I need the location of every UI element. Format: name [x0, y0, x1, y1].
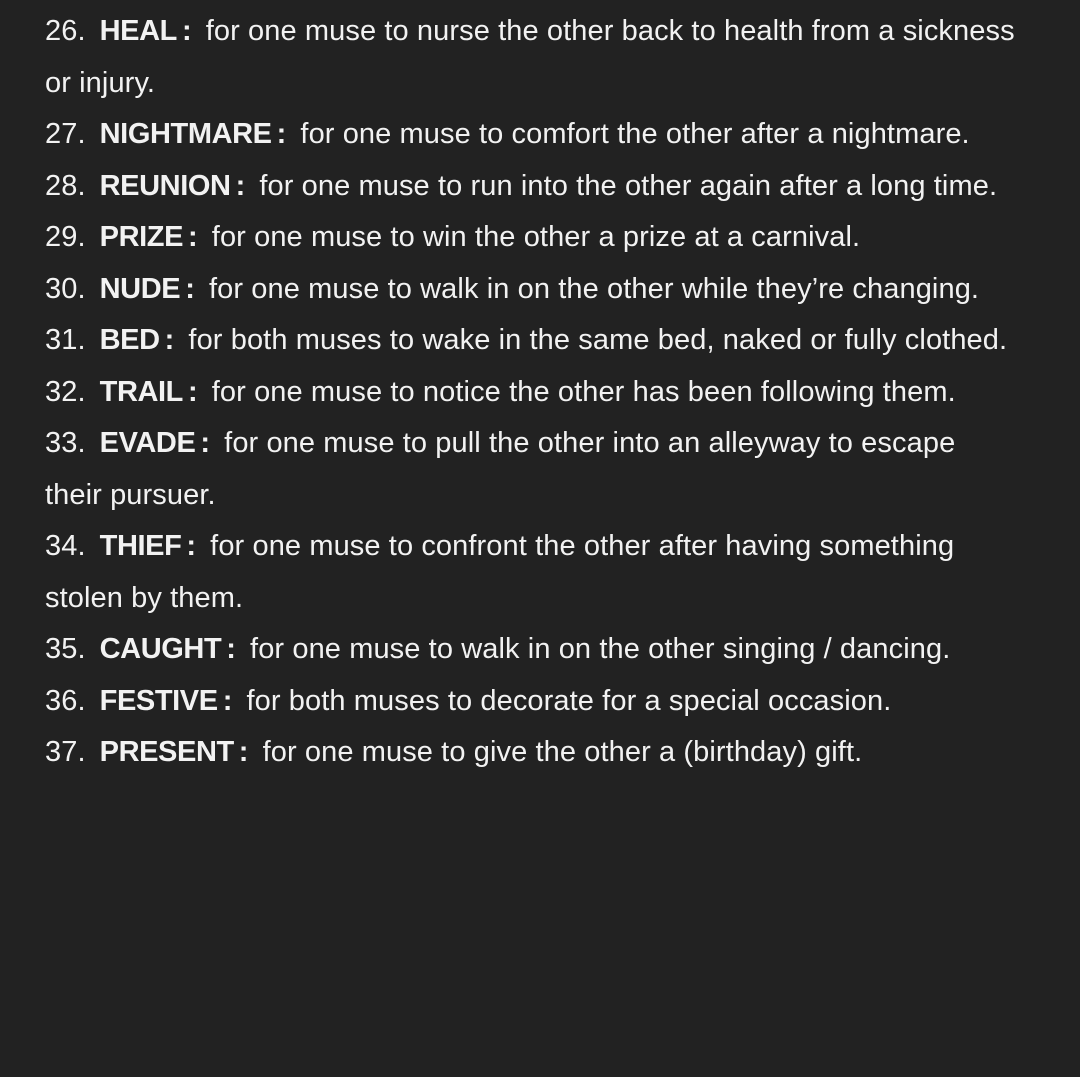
prompt-item: [45, 161, 1020, 213]
prompt-number: 37.: [45, 736, 86, 768]
prompt-separator: :: [164, 324, 175, 356]
prompt-separator: :: [238, 736, 249, 768]
prompt-separator: :: [185, 272, 195, 305]
prompt-keyword: NUDE: [99, 272, 181, 305]
prompt-item: [45, 676, 1020, 728]
prompt-keyword: FESTIVE: [99, 684, 218, 717]
prompt-number: 26.: [45, 15, 86, 47]
prompt-number: 32.: [45, 375, 86, 408]
prompt-description: for one muse to notice the other has been following them.: [211, 375, 956, 408]
prompt-keyword: EVADE: [99, 427, 196, 459]
prompt-item: [45, 315, 1020, 367]
prompt-separator: :: [200, 427, 211, 459]
prompt-keyword: TRAIL: [99, 375, 183, 408]
prompt-description: for one muse to walk in on the other singing / dancing.: [250, 633, 951, 665]
prompt-keyword: PRESENT: [99, 736, 234, 768]
prompt-description: for one muse to confront the other after having something stolen by them.: [45, 530, 955, 614]
prompt-description: for one muse to run into the other again after a long time.: [259, 169, 998, 202]
prompt-keyword: NIGHTMARE: [99, 118, 272, 150]
prompt-separator: :: [222, 684, 233, 717]
prompt-keyword: HEAL: [99, 15, 177, 47]
prompt-description: for both muses to wake in the same bed, naked or fully clothed.: [188, 324, 1008, 356]
prompt-number: 27.: [45, 118, 86, 150]
prompt-separator: :: [181, 15, 192, 47]
prompt-number: 36.: [45, 684, 86, 717]
prompt-separator: :: [186, 530, 197, 562]
prompt-item: [45, 521, 1020, 624]
prompt-separator: :: [188, 375, 198, 408]
prompt-number: 33.: [45, 427, 86, 459]
prompt-separator: :: [276, 118, 287, 150]
prompt-separator: :: [226, 633, 237, 665]
prompt-separator: :: [235, 169, 246, 202]
prompt-number: 30.: [45, 272, 86, 305]
prompt-item: [45, 624, 1020, 676]
prompt-keyword: BED: [99, 324, 160, 356]
prompt-number: 35.: [45, 633, 86, 665]
prompt-item: [45, 418, 1020, 521]
prompt-description: for one muse to walk in on the other while they’re changing.: [208, 272, 980, 305]
prompt-description: for both muses to decorate for a special occasion.: [246, 684, 892, 717]
prompt-number: 31.: [45, 324, 86, 356]
prompt-item: [45, 109, 1020, 161]
prompt-item: [45, 727, 1020, 779]
prompt-separator: :: [188, 221, 198, 253]
prompt-description: for one muse to nurse the other back to health from a sickness or injury.: [45, 15, 1015, 99]
prompt-number: 28.: [45, 169, 86, 202]
prompt-keyword: THIEF: [99, 530, 182, 562]
prompt-keyword: REUNION: [99, 169, 231, 202]
prompt-item: [45, 6, 1020, 109]
prompt-description: for one muse to pull the other into an alleyway to escape their pursuer.: [45, 427, 956, 511]
prompt-number: 29.: [45, 221, 86, 253]
prompt-item: [45, 264, 1020, 316]
prompt-description: for one muse to comfort the other after a nightmare.: [300, 118, 970, 150]
prompt-keyword: PRIZE: [99, 221, 184, 253]
prompt-keyword: CAUGHT: [99, 633, 222, 665]
prompt-description: for one muse to give the other a (birthday) gift.: [262, 736, 863, 768]
prompt-number: 34.: [45, 530, 86, 562]
prompt-item: [45, 367, 1020, 419]
prompt-description: for one muse to win the other a prize at a carnival.: [211, 221, 861, 253]
prompt-item: [45, 212, 1020, 264]
